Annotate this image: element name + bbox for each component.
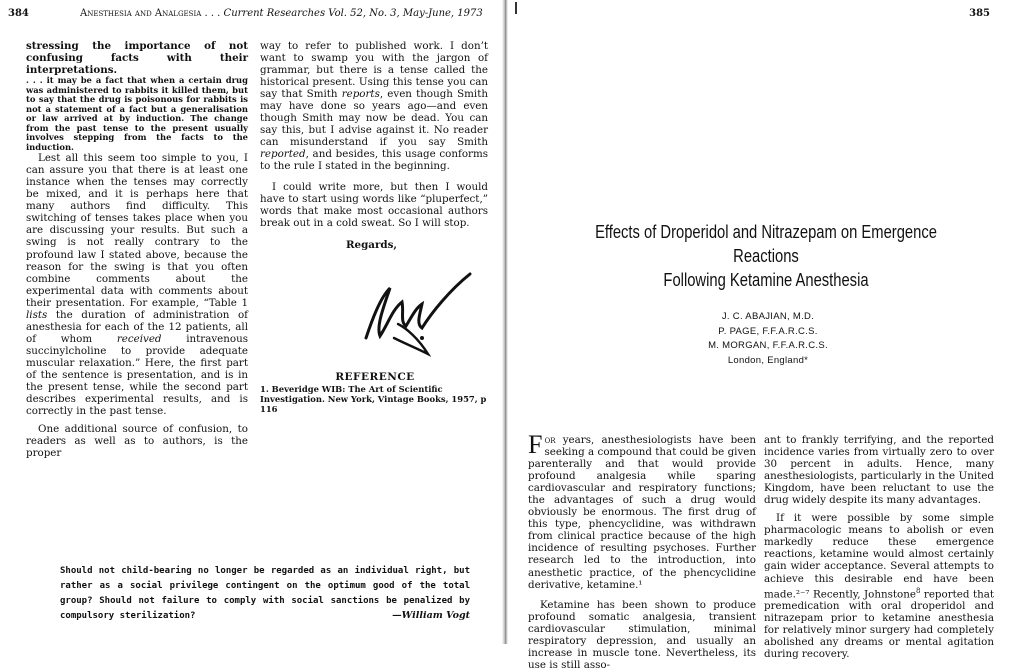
running-head-issue: Current Researches Vol. 52, No. 3, May-June, 1973 — [223, 8, 483, 19]
running-head-journal: Anesthesia and Analgesia — [80, 8, 202, 19]
paragraph: For years, anesthesiologists have been seeking a compound that could be given parenterally and that would provide profound analgesia while sparing cardiovascular and respiratory functions; the advantages of such a drug would obviously be enormous. The first drug of this type, phencyclidine, was withdrawn from clinical practice because of the high incidence of resulting psychoses. Further research led to the introduction, into anesthetic practice, of the phencyclidine derivative, ketamine.¹ — [528, 430, 756, 591]
page-number-right: 385 — [969, 8, 990, 19]
reference-item: 1. Beveridge WIB: The Art of Scientific Investigation. New York, Vintage Books, 1957, p 116 — [260, 384, 487, 414]
epigraph: Should not child-bearing no longer be regarded as an individual right, but rather as a social privilege contingent on the optimum good of the total group? Should not failure to comply with social sanctions be penalized by compulsory sterilization? — [60, 566, 470, 621]
article-title-line-1: Effects of Droperidol and Nitrazepam on Emergence Reactions — [595, 222, 937, 266]
article-title-line-2: Following Ketamine Anesthesia — [663, 270, 869, 290]
printer-mark — [514, 2, 518, 14]
running-head-separator: . . . — [201, 8, 224, 19]
article-title — [561, 220, 971, 292]
left-column-2 — [260, 40, 488, 251]
affiliation: London, England* — [727, 354, 809, 366]
author: J. C. ABAJIAN, M.D. — [721, 311, 815, 322]
paragraph: If it were possible by some simple pharmacologic means to abolish or even markedly reduce these emergence reactions, ketamine would almost certainly gain wider acceptance. Several attempts to achieve this desirable end have been made.²⁻⁷ Recently, Johnstone$^8$ reported that premedication with oral droperidol and nitrazepam prior to ketamine anesthesia for relatively minor surgery had completely abolished any dreams or mental agitation during recovery. — [764, 512, 994, 661]
running-head — [80, 8, 483, 20]
author-block — [658, 310, 878, 368]
reference-heading: REFERENCE — [335, 371, 415, 383]
right-page — [508, 0, 1024, 671]
paragraph: I could write more, but then I would have to start using words like “pluperfect,” words that make most occasional authors break out in a cold sweat. So I will stop. — [260, 180, 488, 229]
paragraph: Lest all this seem too simple to you, I can assure you that there is at least one instance when the tenses may correctly be mixed, and it is perhaps here that many authors find difficulty. This switching of tenses takes place when you are discussing your results. But such a swing is not really contrary to the profound law I stated above, because the reason for the swing is that you often combine comments about the experimental data with comments about their presentation. For example, “Table 1 lists the duration of administration of anesthesia for each of the 12 patients, all of whom received intravenous succinylcholine to provide adequate muscular relaxation.” Here, the first part of the sentence is presentation, and is in the present tense, while the second part describes experimental results, and is correctly in the past tense. — [26, 152, 249, 418]
drop-cap: F — [528, 430, 543, 459]
right-column-2 — [764, 434, 994, 660]
block-quote: . . . it may be a fact that when a certain drug was administered to rabbits it killed them, but to say that the drug is poisonous for rabbits is not a statement of a fact but a generalisation or law arrived at by induction. The change from the past tense to the present usually involves stepping from the facts to the induction. — [26, 75, 248, 152]
left-column-1 — [26, 40, 248, 459]
paragraph: stressing the importance of not confusing facts with their interpretations. — [26, 40, 248, 77]
page-number-left: 384 — [8, 8, 29, 19]
author: M. MORGAN, F.F.A.R.C.S. — [708, 340, 828, 351]
left-page — [0, 0, 504, 644]
signature — [358, 268, 478, 358]
closing: Regards, — [346, 238, 397, 251]
paragraph: One additional source of confusion, to readers as well as to authors, is the proper — [26, 423, 248, 460]
right-column-1 — [528, 430, 756, 671]
author: P. PAGE, F.F.A.R.C.S. — [718, 325, 818, 337]
paragraph: way to refer to published work. I don’t want to swamp you with the jargon of grammar, but there is a tense called the historical present. Using this tense you can say that Smith reports, even though Smith may have done so years ago—and even though Smith may now be dead. You can say this, but I advise against it. No reader can misunderstand if you say Smith reported, and besides, this usage conforms to the rule I stated in the beginning. — [260, 40, 488, 173]
paragraph: Ketamine has been shown to produce profound somatic analgesia, transient cardiovascular stimulation, minimal respiratory depression, and usually an increase in muscle tone. Nevertheless, its use is still asso- — [528, 598, 756, 671]
signature-graphic — [358, 268, 478, 358]
paragraph: ant to frankly terrifying, and the reported incidence varies from virtually zero to over 30 percent in adults. Hence, many anesthesiologists, particularly in the United Kingdom, have been reluctant to use the drug widely despite its many advantages. — [764, 434, 994, 507]
epigraph-author: —William Vogt — [392, 610, 470, 621]
